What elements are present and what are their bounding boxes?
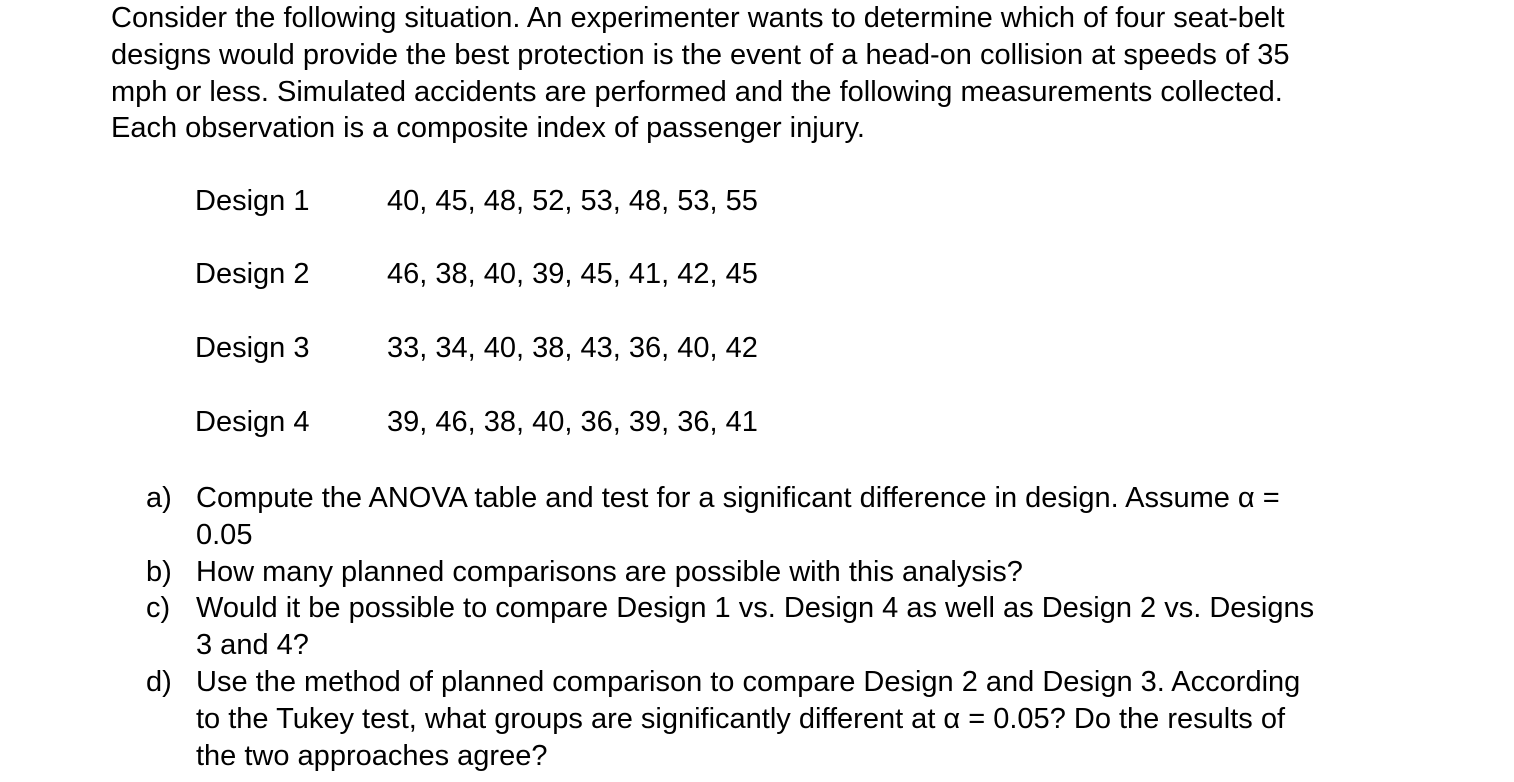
- question-line: Use the method of planned comparison to compare Design 2 and Design 3. According: [196, 665, 1301, 698]
- design-values: 46, 38, 40, 39, 45, 41, 42, 45: [387, 258, 758, 290]
- question-list: [146, 480, 1446, 774]
- question-letter: d): [146, 665, 172, 698]
- question-line: to the Tukey test, what groups are significantly different at α = 0.05? Do the results of: [196, 702, 1286, 735]
- question-c: [146, 590, 1446, 664]
- design-label: Design 1: [195, 185, 310, 217]
- question-letter: b): [146, 555, 172, 588]
- design-values: 39, 46, 38, 40, 36, 39, 36, 41: [387, 406, 758, 438]
- question-line: 3 and 4?: [196, 629, 309, 662]
- question-line: Compute the ANOVA table and test for a significant difference in design. Assume α =: [196, 482, 1280, 514]
- design-label: Design 4: [195, 406, 310, 438]
- intro-line: mph or less. Simulated accidents are performed and the following measurements collected.: [111, 75, 1283, 108]
- intro-paragraph: [111, 0, 1441, 147]
- design-label: Design 2: [195, 258, 310, 290]
- question-a: [146, 480, 1446, 554]
- question-line: Would it be possible to compare Design 1 vs. Design 4 as well as Design 2 vs. Designs: [196, 592, 1315, 625]
- question-b: [146, 554, 1446, 591]
- intro-line: Each observation is a composite index of passenger injury.: [111, 112, 865, 145]
- question-letter: c): [146, 592, 171, 625]
- design-values: 33, 34, 40, 38, 43, 36, 40, 42: [387, 332, 758, 364]
- design-values: 40, 45, 48, 52, 53, 48, 53, 55: [387, 185, 758, 217]
- question-line: the two approaches agree?: [196, 739, 548, 772]
- question-letter: a): [146, 482, 172, 514]
- design-label: Design 3: [195, 332, 310, 364]
- question-line: How many planned comparisons are possible with this analysis?: [196, 555, 1023, 588]
- intro-line: Consider the following situation. An experimenter wants to determine which of four seat-belt: [111, 2, 1285, 34]
- question-d: [146, 664, 1446, 774]
- intro-line: designs would provide the best protection is the event of a head-on collision at speeds of 35: [111, 38, 1290, 71]
- question-line: 0.05: [196, 518, 253, 551]
